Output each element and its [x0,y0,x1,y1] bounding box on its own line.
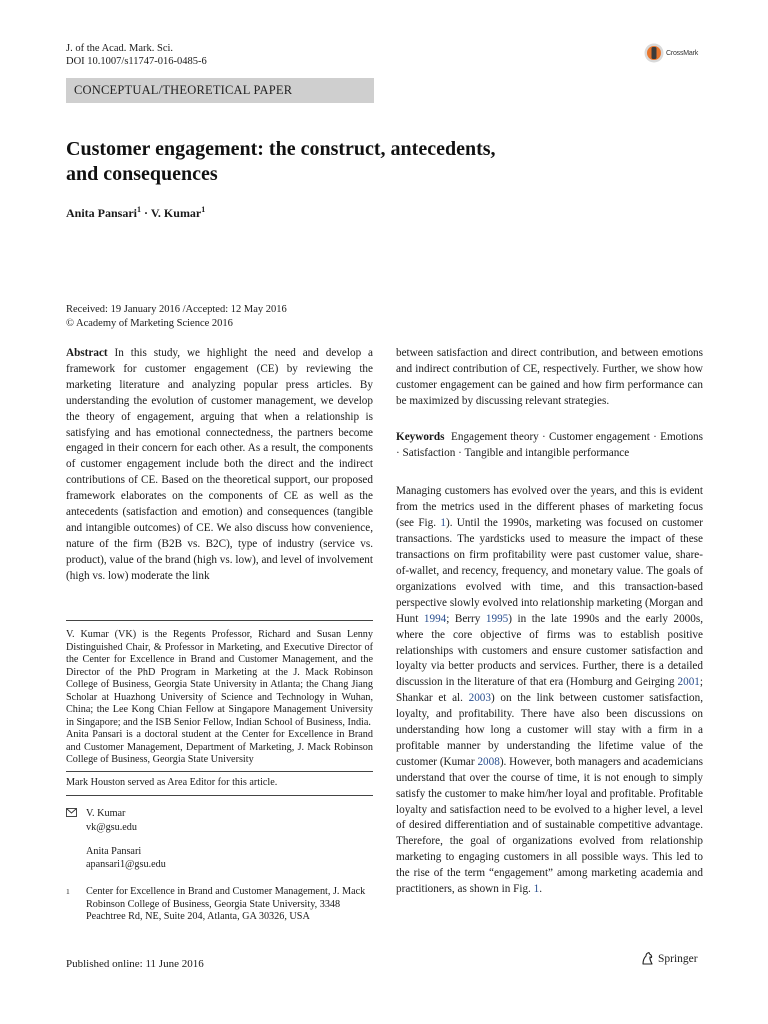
affiliation-mark: 1 [201,205,206,214]
author-separator: · [141,206,151,220]
figure-link[interactable]: 1 [533,883,540,896]
publisher-logo [640,951,698,966]
citation-link[interactable]: 1995 [485,612,509,625]
citation-link[interactable]: 1994 [423,612,447,625]
abstract-label: Abstract [66,347,108,359]
intro-paragraph [396,484,703,898]
abstract-continued: between satisfaction and direct contribution, and between emotions and indirect contribution of CE, respectively. Further, we show how customer engagement can be gained and how firm performance can be maximized by discussing relevant strategies. [396,347,703,407]
title-line-2: and consequences [66,163,218,185]
abstract-left [66,346,373,585]
contact-email[interactable]: vk@gsu.edu [86,821,137,833]
keywords-text: Engagement theory · Customer engagement · Emotions · Satisfaction · Tangible and intangible performance [396,430,703,459]
contact-name: V. Kumar [86,808,126,819]
editor-note: Mark Houston served as Area Editor for this article. [66,777,278,788]
publisher-name: Springer [658,952,698,965]
dates-block [66,303,287,331]
affiliation-mark: 1 [137,205,142,214]
received-accepted: Received: 19 January 2016 /Accepted: 12 May 2016 [66,304,287,315]
editor-divider [66,771,373,772]
copyright: © Academy of Marketing Science 2016 [66,318,233,329]
intro-text: ). Until the 1990s, marketing was focused on customer transactions. The yardsticks used to measure the impact of these transactions on firm profitability were past customer value, share-of-wallet, and recency, frequency, and monetary value. The goals of organizations evolved with time, and this transaction-based perspective slowly evolved into relationship marketing (Morgan and Hunt [396,517,703,625]
citation-link[interactable]: 2003 [468,692,491,705]
crossmark-badge[interactable] [644,42,698,64]
contact-name: Anita Pansari [86,846,142,857]
author-name[interactable]: Anita Pansari [66,206,138,220]
article-title [66,137,666,187]
journal-header [66,42,207,68]
affiliation-mark: 1 [66,887,70,896]
intro-text: ; Shankar et al. [396,676,703,705]
intro-text: Managing customers has evolved over the years, and this is evident from the metrics used in the different phases of marketing focus (see Fig. [396,485,703,530]
intro-text: ). However, both managers and academicians understand that over the course of time, it is not enough to simply satisfy the customer to make him/her loyal and profitable. Profitable loyalty and satisfaction need to be evolved to a higher level, a level of desired differentiation and of sustainable competitive advantage. Therefore, the goal of organizations evolved from relationship marketing to engaging customers in all possible ways. This led to the rise of the term “engagement” among marketing academia and practitioners, as shown in Fig. [396,755,703,896]
author-name[interactable]: V. Kumar [150,206,202,220]
published-date: Published online: 11 June 2016 [66,958,204,970]
figure-link[interactable]: 1 [440,517,446,530]
keywords [396,430,703,462]
footnote-divider [66,620,373,621]
springer-horse-icon [640,951,654,966]
contact-email[interactable]: apansari1@gsu.edu [86,858,166,870]
contact-divider [66,795,373,796]
section-banner: CONCEPTUAL/THEORETICAL PAPER [66,78,374,103]
journal-name: J. of the Acad. Mark. Sci. [66,43,174,54]
citation-link[interactable]: 2008 [477,755,500,768]
intro-text: ) in the late 1990s and the early 2000s, where the core objective of firms was to establish positive relationships with customers and ensure customer satisfaction and loyalty via better products and services. Further, there is a detailed discussion in the literature of that era (Homburg and Geirging [396,612,703,689]
crossmark-icon [644,42,664,64]
right-column [396,346,703,898]
contact-block [66,808,166,871]
author-bio-footnote [66,629,373,767]
affiliation-text: Center for Excellence in Brand and Customer Management, J. Mack Robinson College of Business, Georgia State University, 3348 Peachtree Rd, NE, Suite 204, Atlanta, GA 30326, USA [86,886,366,922]
intro-text: ; Berry [446,612,486,625]
author-list [66,205,205,221]
citation-link[interactable]: 2001 [677,676,700,689]
abstract-text: In this study, we highlight the need and develop a framework for customer engagement (CE) by reviewing the marketing literature and analyzing popular press articles. By understanding the evolution of customer management, we develop the theory of engagement, arguing that when a relationship is satisfying and has emotional connectedness, the partners become engaged in their concern for each other. As a result, the components of customer engagement include both the direct and the indirect contributions of CE. Based on the theoretical support, our proposed framework elaborates on the components of CE as well as the antecedents (satisfaction and emotion) and consequences (tangible and intangible outcomes) of CE. We also discuss how convenience, nature of the firm (B2B vs. B2C), type of industry (service vs. product), value of the brand (high vs. low), and level of involvement (high vs. low) moderate the link [66,347,374,582]
envelope-icon [66,808,77,822]
doi[interactable]: DOI 10.1007/s11747-016-0485-6 [66,56,207,67]
intro-text: . [539,883,543,896]
kumar-bio: V. Kumar (VK) is the Regents Professor, Richard and Susan Lenny Distinguished Chair, & Professor in Marketing, and Executive Director of the Center for Excellence in Brand and Customer Management, and the Director of the PhD Program in Marketing at the J. Mack Robinson College of Business, Georgia State University in Atlanta; the Chang Jiang Scholar at Huazhong University of Science and Technology in Wuhan, China; the Lee Kong Chian Fellow at Singapore Management University in Singapore; and the ISB Senior Fellow, Indian School of Business, India. [66,629,373,728]
affiliation [66,886,373,924]
title-line-1: Customer engagement: the construct, antecedents, [66,138,496,160]
pansari-bio: Anita Pansari is a doctoral student at the Center for Excellence in Brand and Customer Management, Department of Marketing, J. Mack Robinson College of Business, Georgia State University [66,729,373,765]
keywords-label: Keywords [396,430,445,443]
intro-text: ) on the link between customer satisfaction, loyalty, and profitability. There have also been discussions on understanding how long a customer will stay with a firm in a profitable manner by understanding the lifetime value of the customer (Kumar [396,692,703,768]
crossmark-label: CrossMark [666,49,699,57]
